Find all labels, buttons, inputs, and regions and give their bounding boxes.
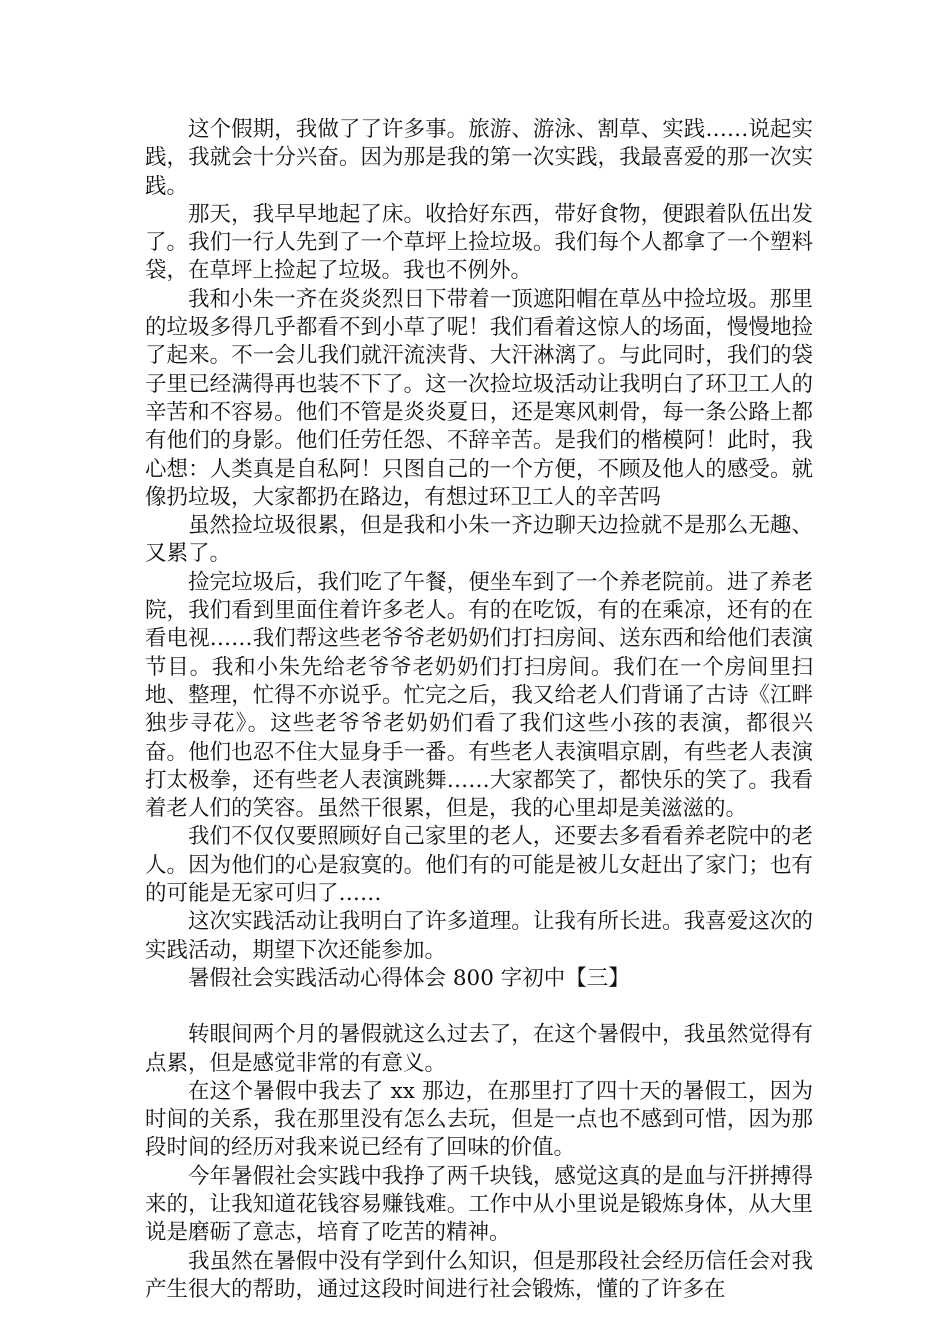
paragraph: 那天，我早早地起了床。收拾好东西，带好食物，便跟着队伍出发了。我们一行人先到了一个草坪上捡垃圾。我们每个人都拿了一个塑料袋，在草坪上捡起了垃圾。我也不例外。 — [145, 201, 813, 284]
paragraph: 我和小朱一齐在炎炎烈日下带着一顶遮阳帽在草丛中捡垃圾。那里的垃圾多得几乎都看不到小草了呢！我们看着这惊人的场面，慢慢地捡了起来。不一会儿我们就汗流浃背、大汗淋漓了。与此同时，我们的袋子里已经满得再也装不下了。这一次捡垃圾活动让我明白了环卫工人的辛苦和不容易。他们不管是炎炎夏日，还是寒风刺骨，每一条公路上都有他们的身影。他们任劳任怨、不辞辛苦。是我们的楷模阿！此时，我心想：人类真是自私阿！只图自己的一个方便，不顾及他人的感受。就像扔垃圾，大家都扔在路边，有想过环卫工人的辛苦吗 — [145, 286, 813, 510]
paragraph: 捡完垃圾后，我们吃了午餐，便坐车到了一个养老院前。进了养老院，我们看到里面住着许多老人。有的在吃饭，有的在乘凉，还有的在看电视……我们帮这些老爷爷老奶奶们打扫房间、送东西和给他们表演节目。我和小朱先给老爷爷老奶奶们打扫房间。我们在一个房间里扫地、整理，忙得不亦说乎。忙完之后，我又给老人们背诵了古诗《江畔独步寻花》。这些老爷爷老奶奶们看了我们这些小孩的表演，都很兴奋。他们也忍不住大显身手一番。有些老人表演唱京剧，有些老人表演打太极拳，还有些老人表演跳舞……大家都笑了，都快乐的笑了。我看着老人们的笑容。虽然干很累，但是，我的心里却是美滋滋的。 — [145, 569, 813, 822]
paragraph: 在这个暑假中我去了 xx 那边，在那里打了四十天的暑假工，因为时间的关系，我在那里没有怎么去玩，但是一点也不感到可惜，因为那段时间的经历对我来说已经有了回味的价值。 — [145, 1078, 813, 1161]
paragraph: 转眼间两个月的暑假就这么过去了，在这个暑假中，我虽然觉得有点累，但是感觉非常的有意义。 — [145, 1022, 813, 1076]
paragraph: 今年暑假社会实践中我挣了两千块钱，感觉这真的是血与汗拼搏得来的，让我知道花钱容易赚钱难。工作中从小里说是锻炼身体，从大里说是磨砺了意志，培育了吃苦的精神。 — [145, 1163, 813, 1246]
document-page — [145, 116, 813, 1304]
paragraph: 这个假期，我做了了许多事。旅游、游泳、割草、实践……说起实践，我就会十分兴奋。因为那是我的第一次实践，我最喜爱的那一次实践。 — [145, 117, 813, 199]
paragraph: 这次实践活动让我明白了许多道理。让我有所长进。我喜爱这次的实践活动，期望下次还能参加。 — [145, 909, 813, 963]
section-heading: 暑假社会实践活动心得体会 800 字初中【三】 — [188, 965, 630, 991]
blank-line — [145, 993, 813, 1021]
paragraph: 虽然捡垃圾很累，但是我和小朱一齐边聊天边捡就不是那么无趣、又累了。 — [145, 513, 813, 567]
paragraph: 我们不仅仅要照顾好自己家里的老人，还要去多看看养老院中的老人。因为他们的心是寂寞的。他们有的可能是被儿女赶出了家门；也有的可能是无家可归了…… — [145, 824, 813, 907]
paragraph: 我虽然在暑假中没有学到什么知识，但是那段社会经历信任会对我产生很大的帮助，通过这段时间进行社会锻炼，懂的了许多在 — [145, 1248, 813, 1302]
